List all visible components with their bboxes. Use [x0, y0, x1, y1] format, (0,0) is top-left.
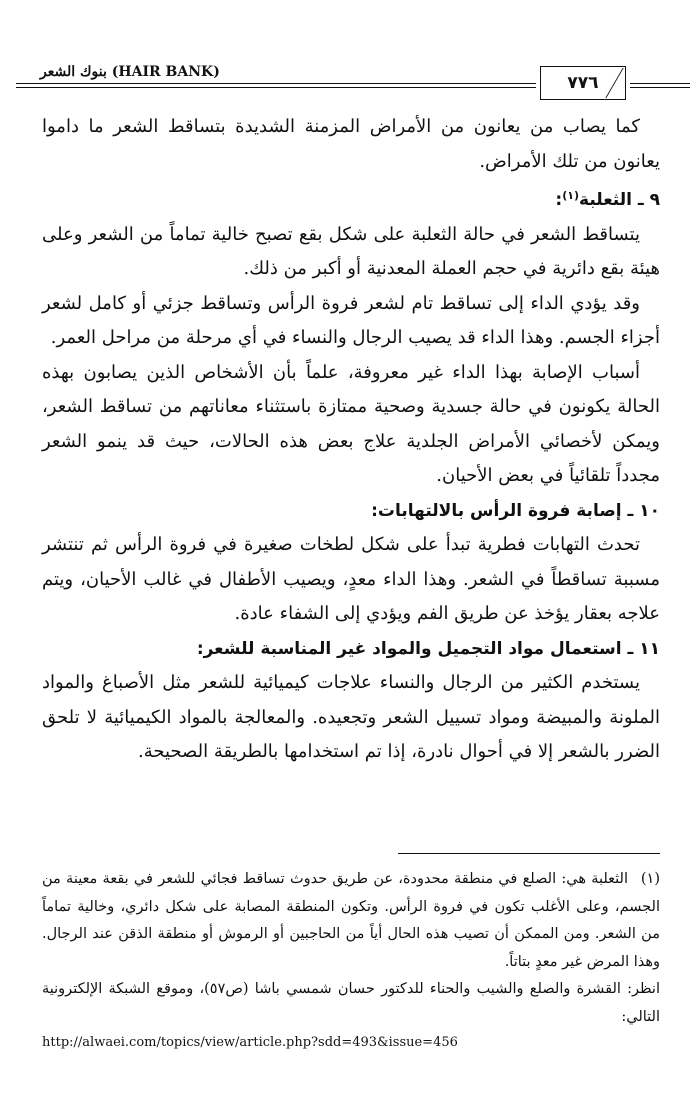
footnote-1 — [42, 866, 660, 976]
paragraph: وقد يؤدي الداء إلى تساقط تام لشعر فروة الرأس وتساقط جزئي أو كامل لشعر أجزاء الجسم. وهذا الداء قد يصيب الرجال والنساء في أي مرحلة من مراحل العمر. — [42, 292, 660, 348]
page-number: ٧٧٦ — [567, 73, 599, 93]
footnote-number: (١) — [640, 871, 660, 887]
paragraph: يتساقط الشعر في حالة الثعلبة على شكل بقع تصبح خالية تماماً من الشعر وعلى هيئة بقع دائرية في حجم العملة المعدنية أو أكبر من ذلك. — [42, 223, 660, 279]
heading-colon: : — [555, 190, 563, 210]
header-rule — [630, 83, 690, 84]
section-heading-11: ١١ ـ استعمال مواد التجميل والمواد غير المناسبة للشعر: — [196, 638, 660, 659]
paragraph: أسباب الإصابة بهذا الداء غير معروفة، علماً بأن الأشخاص الذين يصابون بهذه الحالة يكونون في حالة جسدية وصحية ممتازة باستثناء معاناتهم من تساقط الشعر، ويمكن لأخصائي الأمراض الجلدية علاج بعض هذه الحالات، حيث قد ينمو الشعر مجدداً تلقائياً في بعض الأحيان. — [42, 361, 660, 486]
paragraph: يستخدم الكثير من الرجال والنساء علاجات كيميائية للشعر مثل الأصباغ والمواد الملونة والمبيضة ومواد تسييل الشعر وتجعيده. والمعالجة بالمواد الكيميائية لا تلحق الضرر بالشعر إلا في أحوال نادرة، إذا تم استخدامها بالطريقة الصحيحة. — [42, 672, 660, 762]
footnote-separator — [398, 853, 660, 854]
footnote-url: http://alwaei.com/topics/view/article.php?sdd=493&issue=456 — [42, 1035, 458, 1050]
running-title: بنوك الشعر (HAIR BANK) — [40, 64, 220, 80]
footnote-reference: (١) — [562, 189, 580, 202]
footnote-text: الثعلبة هي: الصلع في منطقة محدودة، عن طريق حدوث تساقط فجائي للشعر في بقعة معينة من الجسم، وعلى الأغلب تكون في فروة الرأس. وتكون المنطقة المصابة على شكل دائري، وخالية تماماً من الشعر. ومن الممكن أن تصيب هذه الحال أياً من الحاجبين أو الرموش أو منطقة الذقن عند الرجال. وهذا المرض غير معدٍ بتاتاً. — [42, 871, 660, 970]
header-rule — [630, 87, 690, 88]
footnote-source: انظر: القشرة والصلع والشيب والحناء للدكتور حسان شمسي باشا (ص٥٧)، وموقع الشبكة الإلكترونية التالي: — [42, 981, 660, 1025]
main-text — [42, 110, 660, 770]
paragraph: كما يصاب من يعانون من الأمراض المزمنة الشديدة بتساقط الشعر ما داموا يعانون من تلك الأمراض. — [42, 116, 660, 172]
header-rule — [16, 83, 536, 84]
footnotes — [42, 866, 660, 1031]
header-rule — [16, 87, 536, 88]
section-heading-9 — [42, 179, 660, 218]
heading-text: ٩ ـ الثعلبة — [579, 190, 660, 210]
paragraph: تحدث التهابات فطرية تبدأ على شكل لطخات صغيرة في فروة الرأس ثم تنتشر مسببة تساقطاً في الشعر. وهذا الداء معدٍ، ويصيب الأطفال في غالب الأحيان، ويتم علاجه بعقار يؤخذ عن طريق الفم ويؤدي إلى الشفاء عادة. — [42, 534, 660, 624]
section-heading-10: ١٠ ـ إصابة فروة الرأس بالالتهابات: — [371, 500, 660, 521]
